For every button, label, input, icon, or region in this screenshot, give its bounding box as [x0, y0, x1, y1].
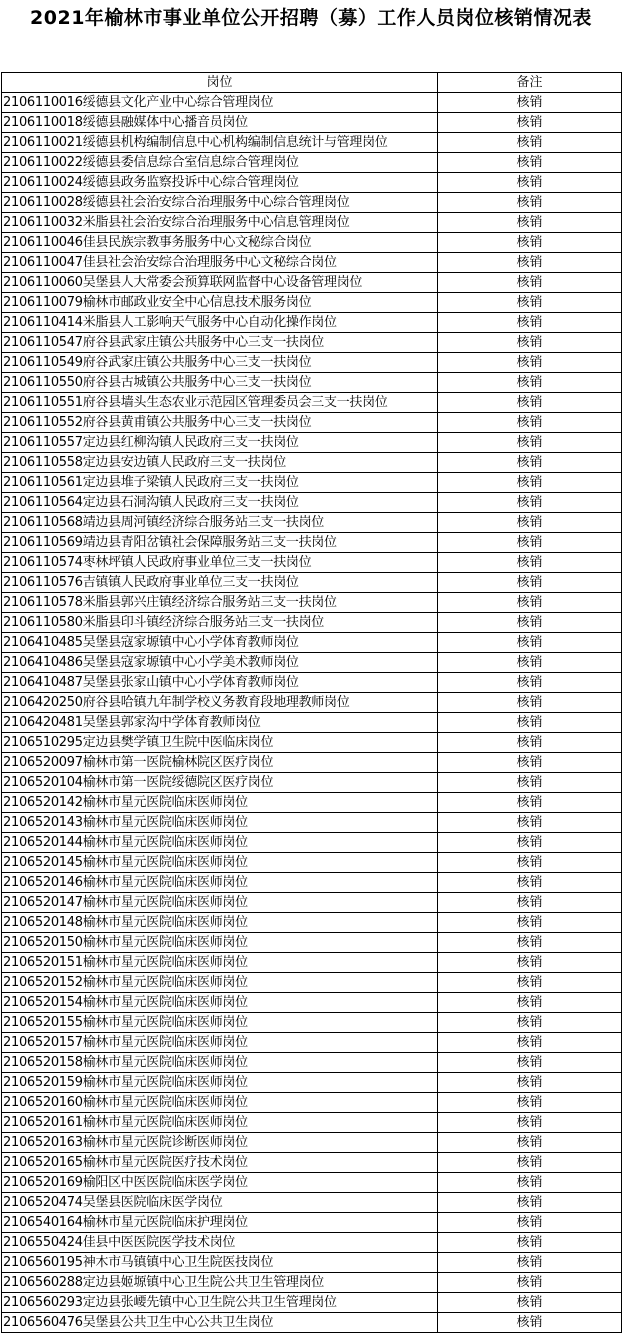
table-row — [2, 713, 622, 733]
position-cell: 2106110576吉镇镇人民政府事业单位三支一扶岗位 — [2, 573, 438, 593]
table-row — [2, 1233, 622, 1253]
position-cell: 2106520097榆林市第一医院榆林院区医疗岗位 — [2, 753, 438, 773]
table-body — [2, 93, 622, 1333]
remark-cell: 核销 — [438, 713, 622, 733]
remark-cell: 核销 — [438, 933, 622, 953]
table-row — [2, 673, 622, 693]
position-cell: 2106110564定边县石洞沟镇人民政府三支一扶岗位 — [2, 493, 438, 513]
position-cell: 2106110079榆林市邮政业安全中心信息技术服务岗位 — [2, 293, 438, 313]
remark-cell: 核销 — [438, 953, 622, 973]
position-cancellation-table — [1, 72, 622, 1333]
table-row — [2, 1093, 622, 1113]
remark-cell: 核销 — [438, 133, 622, 153]
remark-cell: 核销 — [438, 173, 622, 193]
remark-cell: 核销 — [438, 913, 622, 933]
header-remark: 备注 — [438, 73, 622, 93]
position-cell: 2106520158榆林市星元医院临床医师岗位 — [2, 1053, 438, 1073]
table-row — [2, 453, 622, 473]
table-row — [2, 533, 622, 553]
position-cell: 2106110060吴堡县人大常委会预算联网监督中心设备管理岗位 — [2, 273, 438, 293]
position-cell: 2106110016绥德县文化产业中心综合管理岗位 — [2, 93, 438, 113]
remark-cell: 核销 — [438, 113, 622, 133]
remark-cell: 核销 — [438, 393, 622, 413]
position-cell: 2106520157榆林市星元医院临床医师岗位 — [2, 1033, 438, 1053]
position-cell: 2106110561定边县堆子梁镇人民政府三支一扶岗位 — [2, 473, 438, 493]
position-cell: 2106540164榆林市星元医院临床护理岗位 — [2, 1213, 438, 1233]
remark-cell: 核销 — [438, 553, 622, 573]
position-cell: 2106110568靖边县周河镇经济综合服务站三支一扶岗位 — [2, 513, 438, 533]
remark-cell: 核销 — [438, 1113, 622, 1133]
remark-cell: 核销 — [438, 293, 622, 313]
table-row — [2, 213, 622, 233]
position-cell: 2106110557定边县红柳沟镇人民政府三支一扶岗位 — [2, 433, 438, 453]
position-cell: 2106560195神木市马镇镇中心卫生院医技岗位 — [2, 1253, 438, 1273]
position-cell: 2106560476吴堡县公共卫生中心公共卫生岗位 — [2, 1313, 438, 1333]
position-cell: 2106520155榆林市星元医院临床医师岗位 — [2, 1013, 438, 1033]
position-cell: 2106410486吴堡县寇家塬镇中心小学美术教师岗位 — [2, 653, 438, 673]
position-cell: 2106110028绥德县社会治安综合治理服务中心综合管理岗位 — [2, 193, 438, 213]
table-row — [2, 1313, 622, 1333]
position-cell: 2106110550府谷县古城镇公共服务中心三支一扶岗位 — [2, 373, 438, 393]
remark-cell: 核销 — [438, 413, 622, 433]
table-row — [2, 693, 622, 713]
position-cell: 2106420481吴堡县郭家沟中学体育教师岗位 — [2, 713, 438, 733]
table-row — [2, 1113, 622, 1133]
position-cell: 2106520150榆林市星元医院临床医师岗位 — [2, 933, 438, 953]
table-row — [2, 293, 622, 313]
table-row — [2, 613, 622, 633]
remark-cell: 核销 — [438, 313, 622, 333]
position-cell: 2106110574枣林坪镇人民政府事业单位三支一扶岗位 — [2, 553, 438, 573]
remark-cell: 核销 — [438, 193, 622, 213]
table-row — [2, 1133, 622, 1153]
table-row — [2, 313, 622, 333]
header-position: 岗位 — [2, 73, 438, 93]
table-row — [2, 1073, 622, 1093]
table-row — [2, 793, 622, 813]
table-row — [2, 593, 622, 613]
position-cell: 2106550424佳县中医医院医学技术岗位 — [2, 1233, 438, 1253]
position-cell: 2106510295定边县樊学镇卫生院中医临床岗位 — [2, 733, 438, 753]
document-title: 2021年榆林市事业单位公开招聘（募）工作人员岗位核销情况表 — [30, 7, 592, 29]
remark-cell: 核销 — [438, 973, 622, 993]
remark-cell: 核销 — [438, 753, 622, 773]
position-cell: 2106520159榆林市星元医院临床医师岗位 — [2, 1073, 438, 1093]
remark-cell: 核销 — [438, 533, 622, 553]
position-cell: 2106520160榆林市星元医院临床医师岗位 — [2, 1093, 438, 1113]
position-cell: 2106520144榆林市星元医院临床医师岗位 — [2, 833, 438, 853]
position-cell: 2106520161榆林市星元医院临床医师岗位 — [2, 1113, 438, 1133]
remark-cell: 核销 — [438, 1193, 622, 1213]
table-row — [2, 133, 622, 153]
table-row — [2, 773, 622, 793]
position-cell: 2106520148榆林市星元医院临床医师岗位 — [2, 913, 438, 933]
remark-cell: 核销 — [438, 1213, 622, 1233]
position-cell: 2106560293定边县张崾先镇中心卫生院公共卫生管理岗位 — [2, 1293, 438, 1313]
table-row — [2, 253, 622, 273]
position-cell: 2106110021绥德县机构编制信息中心机构编制信息统计与管理岗位 — [2, 133, 438, 153]
remark-cell: 核销 — [438, 853, 622, 873]
position-cell: 2106110032米脂县社会治安综合治理服务中心信息管理岗位 — [2, 213, 438, 233]
position-cell: 2106520151榆林市星元医院临床医师岗位 — [2, 953, 438, 973]
position-cell: 2106410485吴堡县寇家塬镇中心小学体育教师岗位 — [2, 633, 438, 653]
table-row — [2, 413, 622, 433]
table-header-row — [2, 73, 622, 93]
table-row — [2, 873, 622, 893]
remark-cell: 核销 — [438, 1273, 622, 1293]
table-row — [2, 93, 622, 113]
remark-cell: 核销 — [438, 493, 622, 513]
table-row — [2, 193, 622, 213]
position-cell: 2106520163榆林市星元医院诊断医师岗位 — [2, 1133, 438, 1153]
table-row — [2, 233, 622, 253]
remark-cell: 核销 — [438, 1093, 622, 1113]
remark-cell: 核销 — [438, 573, 622, 593]
table-row — [2, 493, 622, 513]
table-row — [2, 573, 622, 593]
table-row — [2, 273, 622, 293]
table-row — [2, 813, 622, 833]
remark-cell: 核销 — [438, 653, 622, 673]
position-cell: 2106110047佳县社会治安综合治理服务中心文秘综合岗位 — [2, 253, 438, 273]
table-row — [2, 653, 622, 673]
table-row — [2, 473, 622, 493]
remark-cell: 核销 — [438, 893, 622, 913]
position-cell: 2106110558定边县安边镇人民政府三支一扶岗位 — [2, 453, 438, 473]
table-row — [2, 173, 622, 193]
table-row — [2, 993, 622, 1013]
table-row — [2, 393, 622, 413]
remark-cell: 核销 — [438, 593, 622, 613]
remark-cell: 核销 — [438, 633, 622, 653]
remark-cell: 核销 — [438, 1173, 622, 1193]
remark-cell: 核销 — [438, 1153, 622, 1173]
table-row — [2, 733, 622, 753]
remark-cell: 核销 — [438, 153, 622, 173]
position-cell: 2106110046佳县民族宗教事务服务中心文秘综合岗位 — [2, 233, 438, 253]
remark-cell: 核销 — [438, 513, 622, 533]
position-cell: 2106110414米脂县人工影响天气服务中心自动化操作岗位 — [2, 313, 438, 333]
remark-cell: 核销 — [438, 473, 622, 493]
position-cell: 2106110552府谷县黄甫镇公共服务中心三支一扶岗位 — [2, 413, 438, 433]
table-row — [2, 1013, 622, 1033]
table-row — [2, 353, 622, 373]
remark-cell: 核销 — [438, 1053, 622, 1073]
remark-cell: 核销 — [438, 993, 622, 1013]
position-cell: 2106520169榆阳区中医医院临床医学岗位 — [2, 1173, 438, 1193]
table-row — [2, 153, 622, 173]
table-row — [2, 833, 622, 853]
table-row — [2, 113, 622, 133]
table-row — [2, 1173, 622, 1193]
table-row — [2, 933, 622, 953]
remark-cell: 核销 — [438, 1253, 622, 1273]
remark-cell: 核销 — [438, 793, 622, 813]
remark-cell: 核销 — [438, 673, 622, 693]
position-cell: 2106520145榆林市星元医院临床医师岗位 — [2, 853, 438, 873]
remark-cell: 核销 — [438, 453, 622, 473]
remark-cell: 核销 — [438, 213, 622, 233]
remark-cell: 核销 — [438, 93, 622, 113]
remark-cell: 核销 — [438, 813, 622, 833]
remark-cell: 核销 — [438, 1233, 622, 1253]
table-row — [2, 633, 622, 653]
position-cell: 2106520104榆林市第一医院绥德院区医疗岗位 — [2, 773, 438, 793]
remark-cell: 核销 — [438, 693, 622, 713]
position-cell: 2106110022绥德县委信息综合室信息综合管理岗位 — [2, 153, 438, 173]
table-row — [2, 1293, 622, 1313]
remark-cell: 核销 — [438, 253, 622, 273]
table-row — [2, 513, 622, 533]
position-cell: 2106420250府谷县哈镇九年制学校义务教育段地理教师岗位 — [2, 693, 438, 713]
position-cell: 2106110018绥德县融媒体中心播音员岗位 — [2, 113, 438, 133]
table-row — [2, 553, 622, 573]
remark-cell: 核销 — [438, 353, 622, 373]
position-cell: 2106110551府谷县墙头生态农业示范园区管理委员会三支一扶岗位 — [2, 393, 438, 413]
position-cell: 2106110578米脂县郭兴庄镇经济综合服务站三支一扶岗位 — [2, 593, 438, 613]
table-row — [2, 373, 622, 393]
table-row — [2, 333, 622, 353]
table-row — [2, 853, 622, 873]
position-cell: 2106520143榆林市星元医院临床医师岗位 — [2, 813, 438, 833]
table-row — [2, 1153, 622, 1173]
table-row — [2, 1213, 622, 1233]
table-row — [2, 1033, 622, 1053]
position-cell: 2106520147榆林市星元医院临床医师岗位 — [2, 893, 438, 913]
position-cell: 2106110580米脂县印斗镇经济综合服务站三支一扶岗位 — [2, 613, 438, 633]
position-cell: 2106410487吴堡县张家山镇中心小学体育教师岗位 — [2, 673, 438, 693]
table-row — [2, 973, 622, 993]
position-cell: 2106520152榆林市星元医院临床医师岗位 — [2, 973, 438, 993]
position-cell: 2106520146榆林市星元医院临床医师岗位 — [2, 873, 438, 893]
remark-cell: 核销 — [438, 1033, 622, 1053]
remark-cell: 核销 — [438, 333, 622, 353]
table-row — [2, 893, 622, 913]
position-cell: 2106520165榆林市星元医院医疗技术岗位 — [2, 1153, 438, 1173]
remark-cell: 核销 — [438, 613, 622, 633]
position-cell: 2106520154榆林市星元医院临床医师岗位 — [2, 993, 438, 1013]
remark-cell: 核销 — [438, 1073, 622, 1093]
remark-cell: 核销 — [438, 773, 622, 793]
remark-cell: 核销 — [438, 273, 622, 293]
position-cell: 2106110547府谷县武家庄镇公共服务中心三支一扶岗位 — [2, 333, 438, 353]
remark-cell: 核销 — [438, 1313, 622, 1333]
table-row — [2, 433, 622, 453]
position-cell: 2106110549府谷武家庄镇公共服务中心三支一扶岗位 — [2, 353, 438, 373]
table-row — [2, 953, 622, 973]
position-cell: 2106110569靖边县青阳岔镇社会保障服务站三支一扶岗位 — [2, 533, 438, 553]
table-row — [2, 1253, 622, 1273]
table-row — [2, 753, 622, 773]
position-cell: 2106520474吴堡县医院临床医学岗位 — [2, 1193, 438, 1213]
remark-cell: 核销 — [438, 1133, 622, 1153]
table-row — [2, 913, 622, 933]
remark-cell: 核销 — [438, 233, 622, 253]
table-row — [2, 1193, 622, 1213]
remark-cell: 核销 — [438, 373, 622, 393]
table-row — [2, 1053, 622, 1073]
remark-cell: 核销 — [438, 1013, 622, 1033]
position-cell: 2106520142榆林市星元医院临床医师岗位 — [2, 793, 438, 813]
remark-cell: 核销 — [438, 1293, 622, 1313]
remark-cell: 核销 — [438, 433, 622, 453]
position-cell: 2106560288定边县姬塬镇中心卫生院公共卫生管理岗位 — [2, 1273, 438, 1293]
position-cell: 2106110024绥德县政务监察投诉中心综合管理岗位 — [2, 173, 438, 193]
remark-cell: 核销 — [438, 873, 622, 893]
remark-cell: 核销 — [438, 833, 622, 853]
remark-cell: 核销 — [438, 733, 622, 753]
table-row — [2, 1273, 622, 1293]
